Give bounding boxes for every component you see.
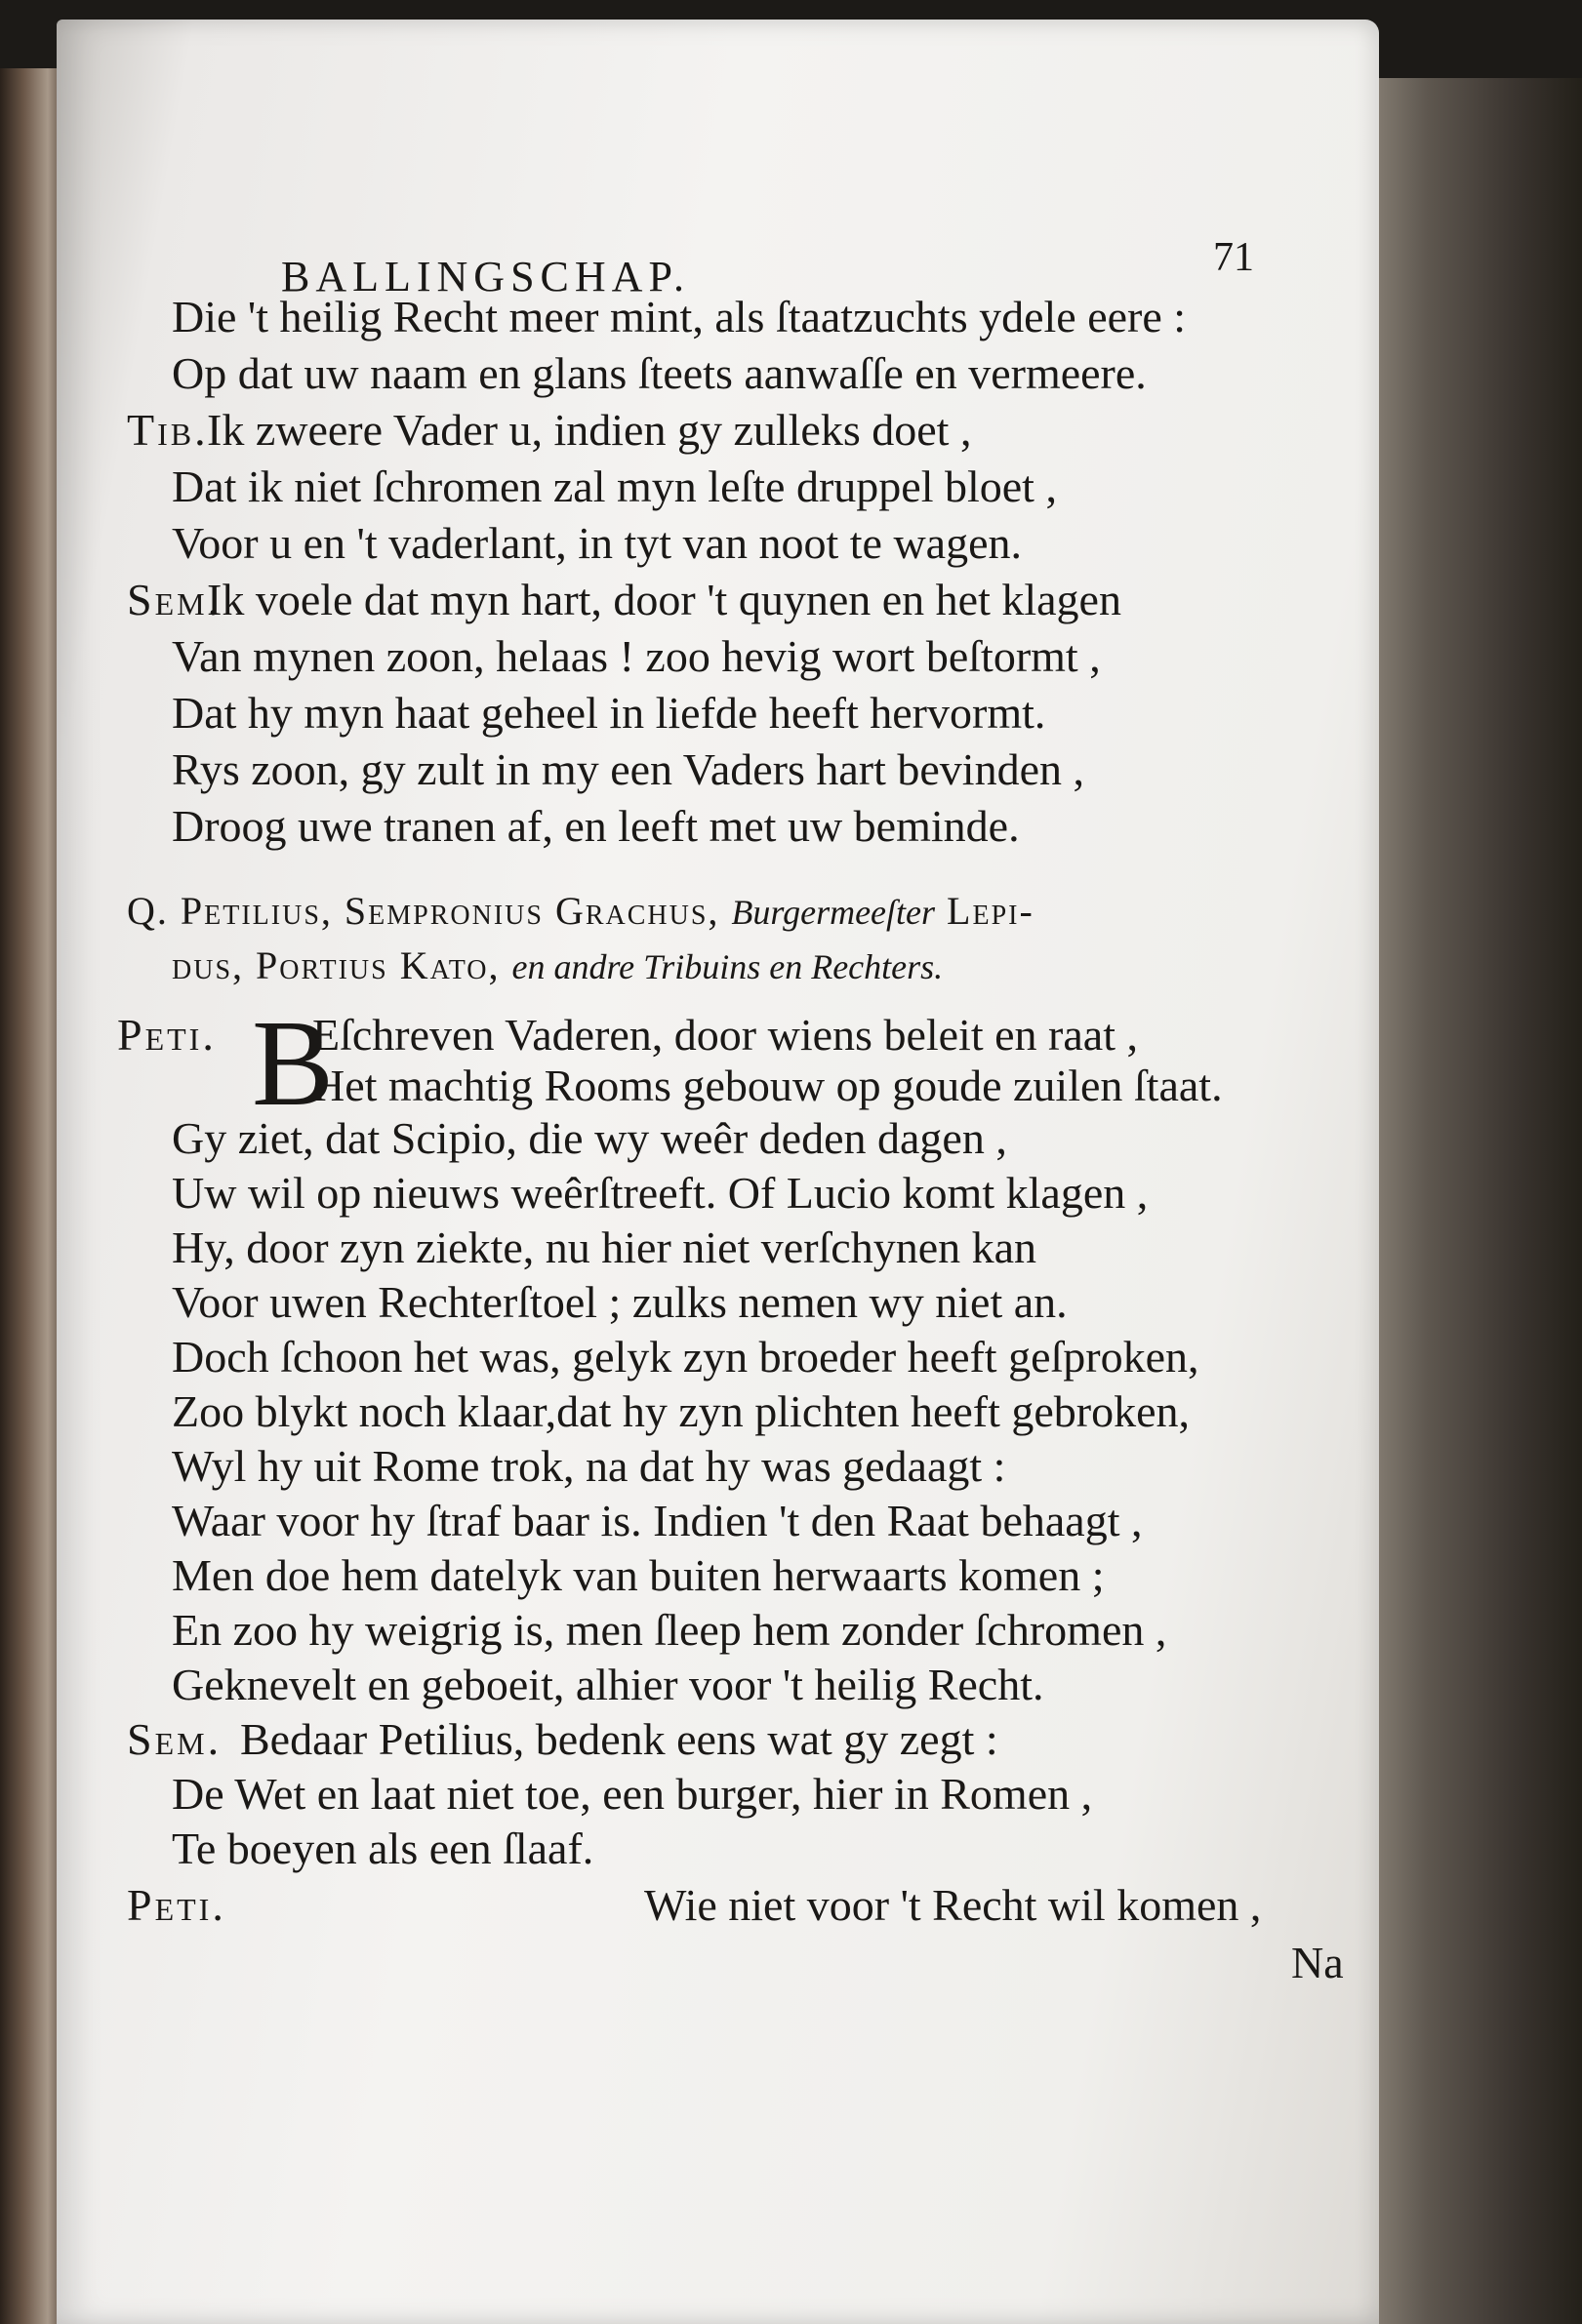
verse-line: Geknevelt en geboeit, alhier voor 't heilig Recht. — [172, 1660, 1044, 1709]
verse-line: Uw wil op nieuws weêrſtreeft. Of Lucio komt klagen , — [172, 1168, 1149, 1218]
scene-heading-line-1: Q. Petilius, Sempronius Grachus, Burgermeeſter Lepi- — [127, 889, 1034, 933]
verse-line: Rys zoon, gy zult in my een Vaders hart bevinden , — [172, 744, 1085, 794]
speaker-label: Sem. — [127, 575, 223, 624]
verse-line: Sem. Bedaar Petilius, bedenk eens wat gy zegt : — [127, 1714, 998, 1764]
verse-line: Voor uwen Rechterſtoel ; zulks nemen wy niet an. — [172, 1277, 1068, 1327]
verse-line: En zoo hy weigrig is, men ſleep hem zonder ſchromen , — [172, 1605, 1167, 1655]
verse-line: Het machtig Rooms gebouw op goude zuilen ſtaat. — [312, 1061, 1223, 1110]
speaker-label: Peti. — [117, 1010, 217, 1060]
verse-line: Waar voor hy ſtraf baar is. Indien 't den Raat behaagt , — [172, 1496, 1143, 1545]
catchword: Na — [1291, 1938, 1344, 1987]
verse-line: Die 't heilig Recht meer mint, als ſtaatzuchts ydele eere : — [172, 292, 1187, 341]
verse-line: Eſchreven Vaderen, door wiens beleit en raat , — [312, 1010, 1138, 1060]
verse-line: Doch ſchoon het was, gelyk zyn broeder heeft geſproken, — [172, 1332, 1199, 1382]
verse-line: De Wet en laat niet toe, een burger, hier in Romen , — [172, 1769, 1093, 1819]
verse-line: Wyl hy uit Rome trok, na dat hy was gedaagt : — [172, 1441, 1006, 1491]
speaker-label: Peti. — [127, 1880, 226, 1930]
verse-line: Hy, door zyn ziekte, nu hier niet verſchynen kan — [172, 1222, 1037, 1272]
verse-line: Te boeyen als een ſlaaf. — [172, 1823, 594, 1873]
verse-line: Op dat uw naam en glans ſteets aanwaſſe en vermeere. — [172, 348, 1147, 398]
verse-line: Sem.Ik voele dat myn hart, door 't quynen en het klagen — [127, 575, 1121, 624]
verse-line: Voor u en 't vaderlant, in tyt van noot te wagen. — [172, 518, 1023, 568]
verse-line: Dat hy myn haat geheel in liefde heeft hervormt. — [172, 688, 1046, 738]
speaker-label: Tib. — [127, 405, 209, 455]
book-page — [57, 20, 1379, 2324]
verse-line: Zoo blykt noch klaar,dat hy zyn plichten heeft gebroken, — [172, 1386, 1191, 1436]
speaker-label: Sem. — [127, 1714, 223, 1764]
drop-cap-initial: B — [252, 996, 335, 1132]
page-number: 71 — [1213, 235, 1254, 280]
scene-heading-line-2: dus, Portius Kato, en andre Tribuins en Rechters. — [172, 943, 944, 987]
running-head: BALLINGSCHAP. — [281, 253, 691, 301]
verse-line: Dat ik niet ſchromen zal myn leſte druppel bloet , — [172, 461, 1057, 511]
verse-line: Men doe hem datelyk van buiten herwaarts komen ; — [172, 1550, 1105, 1600]
verse-line: Van mynen zoon, helaas ! zoo hevig wort beſtormt , — [172, 631, 1101, 681]
right-page-edge — [1361, 78, 1582, 2324]
verse-line: Peti. Wie niet voor 't Recht wil komen , — [127, 1880, 1262, 1930]
verse-line: Tib.Ik zweere Vader u, indien gy zulleks doet , — [127, 405, 972, 455]
verse-line: Droog uwe tranen af, en leeft met uw beminde. — [172, 801, 1020, 851]
verse-line: Gy ziet, dat Scipio, die wy weêr deden dagen , — [172, 1113, 1007, 1163]
